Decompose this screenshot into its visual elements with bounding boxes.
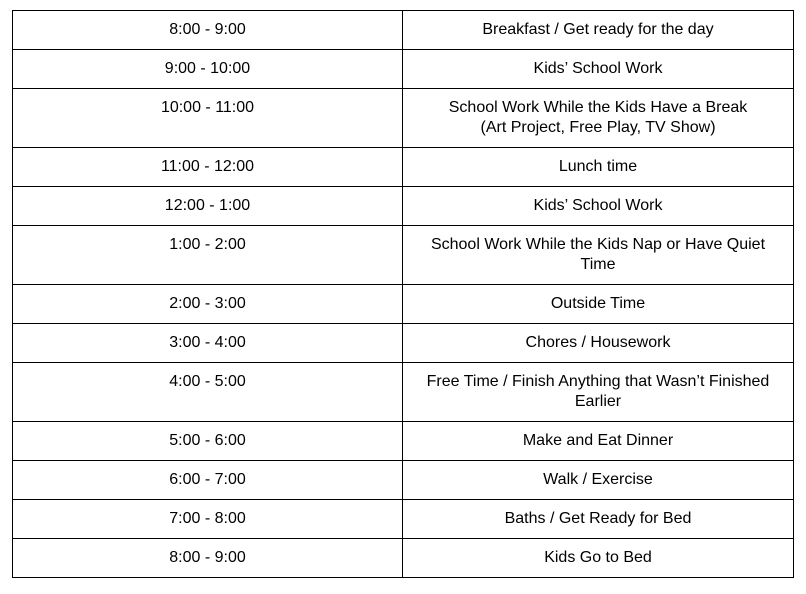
activity-line: Make and Eat Dinner — [522, 432, 674, 449]
time-cell: 10:00 - 11:00 — [13, 89, 403, 148]
schedule-row — [13, 50, 794, 89]
time-cell: 12:00 - 1:00 — [13, 187, 403, 226]
schedule-row — [13, 148, 794, 187]
schedule-row — [13, 187, 794, 226]
schedule-row — [13, 324, 794, 363]
activity-line: Breakfast / Get ready for the day — [482, 21, 714, 38]
activity-line: Free Time / Finish Anything that Wasn’t Finished — [426, 373, 770, 390]
schedule-body — [13, 11, 794, 578]
schedule-row — [13, 500, 794, 539]
activity-cell — [403, 187, 794, 226]
activity-cell — [403, 50, 794, 89]
activity-line: Kids’ School Work — [533, 60, 663, 77]
activity-cell — [403, 11, 794, 50]
schedule-row — [13, 11, 794, 50]
activity-line: Baths / Get Ready for Bed — [504, 510, 692, 527]
time-cell: 9:00 - 10:00 — [13, 50, 403, 89]
schedule-row — [13, 363, 794, 422]
activity-cell — [403, 148, 794, 187]
time-cell: 2:00 - 3:00 — [13, 285, 403, 324]
time-cell: 1:00 - 2:00 — [13, 226, 403, 285]
time-cell: 8:00 - 9:00 — [13, 539, 403, 578]
activity-cell — [403, 539, 794, 578]
activity-cell — [403, 226, 794, 285]
activity-cell — [403, 461, 794, 500]
activity-line: Lunch time — [558, 158, 638, 175]
time-cell: 6:00 - 7:00 — [13, 461, 403, 500]
schedule-row — [13, 89, 794, 148]
activity-line: Kids’ School Work — [533, 197, 663, 214]
activity-cell — [403, 422, 794, 461]
schedule-row — [13, 539, 794, 578]
time-cell: 3:00 - 4:00 — [13, 324, 403, 363]
activity-cell — [403, 285, 794, 324]
time-cell: 11:00 - 12:00 — [13, 148, 403, 187]
time-cell: 7:00 - 8:00 — [13, 500, 403, 539]
activity-cell — [403, 324, 794, 363]
activity-cell — [403, 363, 794, 422]
activity-line: Kids Go to Bed — [544, 549, 652, 566]
time-cell: 5:00 - 6:00 — [13, 422, 403, 461]
schedule-row — [13, 285, 794, 324]
activity-line: School Work While the Kids Nap or Have Quiet — [430, 236, 766, 253]
activity-line: School Work While the Kids Have a Break — [448, 99, 748, 116]
schedule-row — [13, 422, 794, 461]
schedule-table — [12, 10, 794, 578]
activity-cell — [403, 500, 794, 539]
schedule-row — [13, 226, 794, 285]
activity-line: Earlier — [574, 393, 622, 410]
activity-line: Chores / Housework — [525, 334, 671, 351]
activity-line: Walk / Exercise — [543, 471, 653, 488]
activity-line: Time — [580, 256, 616, 273]
time-cell: 8:00 - 9:00 — [13, 11, 403, 50]
time-cell: 4:00 - 5:00 — [13, 363, 403, 422]
activity-cell — [403, 89, 794, 148]
activity-line: Outside Time — [550, 295, 646, 312]
activity-line: (Art Project, Free Play, TV Show) — [480, 119, 716, 136]
schedule-row — [13, 461, 794, 500]
